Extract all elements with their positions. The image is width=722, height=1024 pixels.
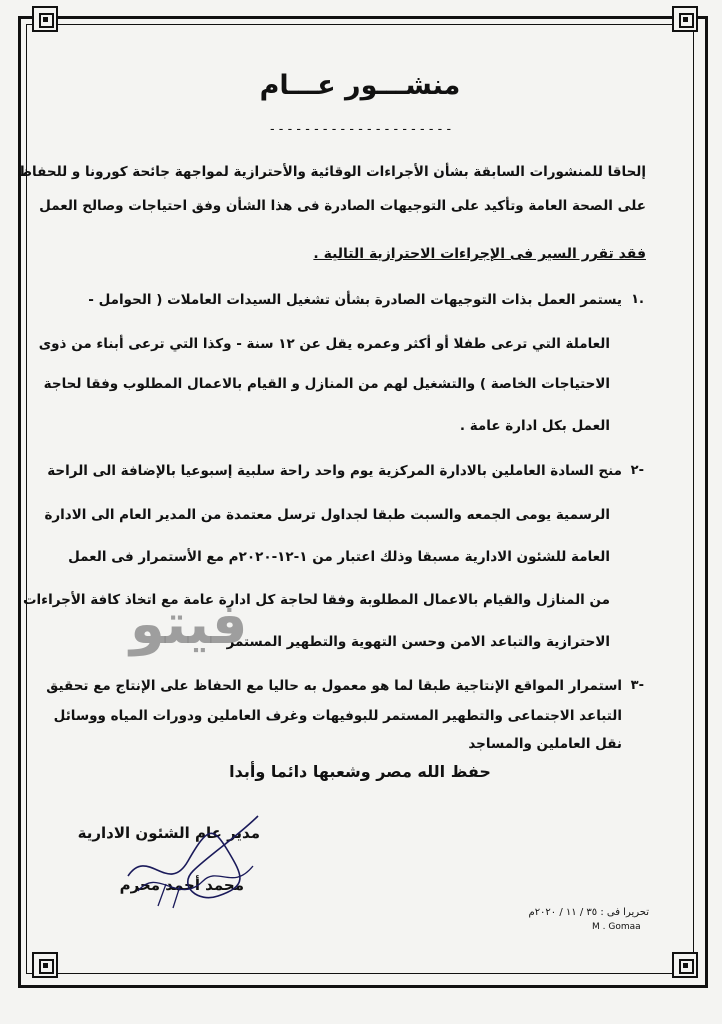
item-line: منح السادة العاملين بالادارة المركزية يوم واحد راحة سلبية إسبوعيا بالإضافة الى الراحة bbox=[47, 463, 622, 479]
document-title: منشـــور عـــام bbox=[259, 70, 461, 101]
item-line: الاحتياجات الخاصة ) والتشغيل لهم من المنازل و القيام بالاعمال المطلوب وفقا لحاجة bbox=[43, 376, 610, 392]
item-number: .١ bbox=[631, 292, 644, 307]
item-line: العمل بكل ادارة عامة . bbox=[459, 418, 610, 434]
item-line: الرسمية يومى الجمعه والسبت طبقا لجداول ترسل معتمدة من المدير العام الى الادارة bbox=[44, 507, 610, 523]
intro-line: على الصحة العامة وتأكيد على التوجيهات الصادرة فى هذا الشأن وفق احتياجات وصالح العمل bbox=[39, 198, 646, 214]
item-number: -٢ bbox=[630, 463, 644, 478]
item-line: يستمر العمل بذات التوجيهات الصادرة بشأن تشغيل السيدات العاملات ( الحوامل - bbox=[88, 292, 622, 308]
watermark-logo bbox=[130, 592, 248, 657]
item-line: العامة للشئون الادارية مسبقا وذلك اعتبار من ١-١٢-٢٠٢٠م مع الأستمرار فى العمل bbox=[68, 549, 610, 565]
handwritten-signature bbox=[118, 806, 268, 916]
item-number: -٣ bbox=[630, 678, 644, 693]
item-line: التباعد الاجتماعى والتطهير المستمر للبوفيهات وغرف العاملين ودورات المياه ووسائل bbox=[53, 708, 622, 724]
watermark-text: فيتو bbox=[130, 592, 248, 657]
item-line: استمرار المواقع الإنتاجية طبقا لما هو معمول به حاليا مع الحفاظ على الإنتاج مع تحقيق bbox=[46, 678, 622, 694]
typist-initials: M . Gomaa bbox=[592, 922, 641, 932]
intro-line: إلحاقا للمنشورات السابقة بشأن الأجراءات الوقائية والأحترازية لمواجهة جائحة كورونا و للحفاظ bbox=[18, 164, 646, 180]
item-line: الاحترازية والتباعد الامن وحسن التهوية والتطهير المستمر bbox=[226, 634, 610, 650]
item-line: العاملة التي ترعى طفلا أو أكثر وعمره يقل عن ١٢ سنة - وكذا التي ترعى أبناء من ذوى bbox=[38, 336, 610, 352]
item-line: نقل العاملين والمساجد bbox=[468, 736, 622, 752]
section-heading: فقد تقرر السير فى الإجراءات الاحترازية التالية . bbox=[313, 246, 646, 262]
signatory-title: مدير عام الشئون الادارية bbox=[77, 824, 260, 842]
issue-date: تحريرا فى : ٣٥ / ١١ / ٢٠٢٠م bbox=[528, 907, 649, 918]
item-line: من المنازل والقيام بالاعمال المطلوبة وفقا لحاجة كل ادارة عامة مع اتخاذ كافة الأجراءات bbox=[22, 592, 610, 608]
closing-phrase: حفظ الله مصر وشعبها دائما وأبدا bbox=[229, 762, 491, 781]
signatory-name: محمد أحمد محرم bbox=[119, 876, 244, 894]
title-divider: --------------------- bbox=[268, 122, 454, 137]
